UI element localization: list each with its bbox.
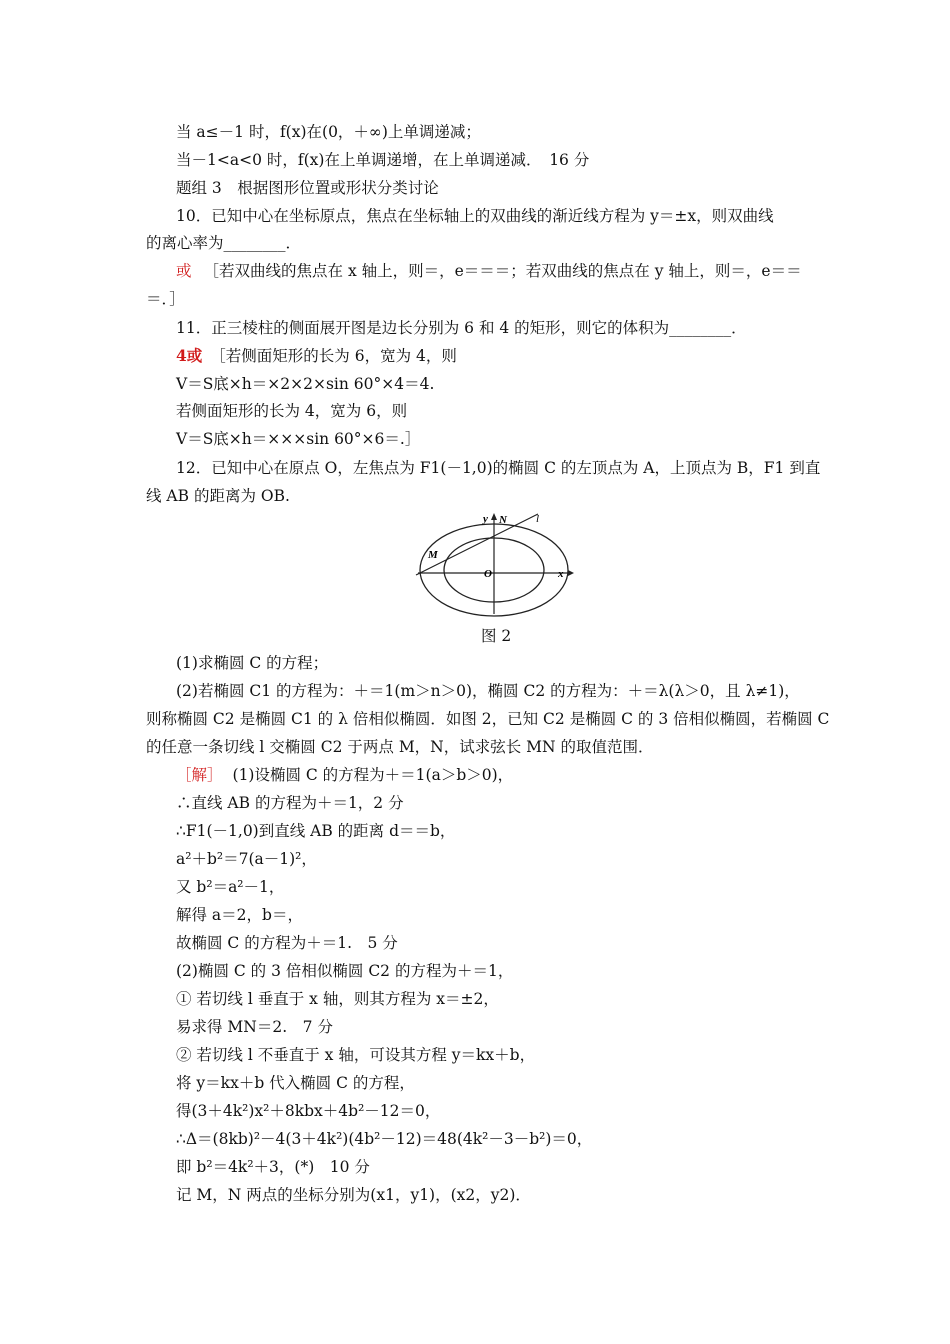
x-axis-arrow <box>568 570 574 576</box>
text-line: (1)设椭圆 C 的方程为＋＝1(a＞b＞0)， <box>232 766 514 784</box>
text-line: 若侧面矩形的长为 4，宽为 6，则 <box>176 402 408 420</box>
y-axis-arrow <box>491 513 497 520</box>
text-line: 解得 a＝2，b＝， <box>176 906 303 924</box>
label-y: y <box>483 513 488 525</box>
text-line: 的离心率为________． <box>146 234 302 252</box>
text-line: 即 b²＝4k²＋3，(*) 10 分 <box>176 1158 370 1176</box>
text-line: ［若侧面矩形的长为 6，宽为 4，则 <box>210 347 457 365</box>
label-l: l <box>536 513 540 525</box>
solution-label: ［解］ <box>176 766 223 784</box>
text-line: (2)若椭圆 C1 的方程为：＋＝1(m＞n＞0)，椭圆 C2 的方程为：＋＝λ(λ＞0，且 λ≠1)， <box>176 682 800 700</box>
text-line: a²＋b²＝7(a－1)²， <box>176 850 317 868</box>
text-line: V＝S底×h＝×××sin 60°×6＝.］ <box>176 430 421 448</box>
question-12: 12．已知中心在原点 O，左焦点为 F1(－1,0)的椭圆 C 的左顶点为 A，上顶点为 B，F1 到直 <box>176 459 821 477</box>
text-line: ① 若切线 l 垂直于 x 轴，则其方程为 x＝±2， <box>176 990 499 1008</box>
answer-label: 4或 <box>176 346 203 365</box>
answer-label: 或 <box>176 262 192 280</box>
text-line: 故椭圆 C 的方程为＋＝1. 5 分 <box>176 934 398 952</box>
text-line: (2)椭圆 C 的 3 倍相似椭圆 C2 的方程为＋＝1， <box>176 962 514 980</box>
label-m: M <box>428 549 438 561</box>
question-10: 10．已知中心在坐标原点，焦点在坐标轴上的双曲线的渐近线方程为 y＝±x，则双曲线 <box>176 207 774 225</box>
text-line: ∴F1(－1,0)到直线 AB 的距离 d＝＝b， <box>176 822 456 840</box>
text-line: 得(3＋4k²)x²＋8kbx＋4b²－12＝0， <box>176 1102 441 1120</box>
label-n: N <box>499 514 507 526</box>
text-line: 的任意一条切线 l 交椭圆 C2 于两点 M，N，试求弦长 MN 的取值范围． <box>146 738 654 756</box>
text-line: 易求得 MN＝2. 7 分 <box>176 1018 333 1036</box>
text-line: ② 若切线 l 不垂直于 x 轴，可设其方程 y＝kx＋b， <box>176 1046 536 1064</box>
text-line: 则称椭圆 C2 是椭圆 C1 的 λ 倍相似椭圆．如图 2，已知 C2 是椭圆 C 的 3 倍相似椭圆，若椭圆 C <box>146 710 830 728</box>
text-line: 又 b²＝a²－1， <box>176 878 285 896</box>
label-o: O <box>484 568 492 580</box>
section-heading: 题组 3 根据图形位置或形状分类讨论 <box>176 179 439 197</box>
text-line: ∴Δ＝(8kb)²－4(3＋4k²)(4b²－12)＝48(4k²－3－b²)＝0， <box>176 1130 593 1148</box>
figure-caption: 图 2 <box>481 627 512 645</box>
text-line: 当 a≤－1 时，f(x)在(0，＋∞)上单调递减； <box>176 123 481 141</box>
question-11: 11．正三棱柱的侧面展开图是边长分别为 6 和 4 的矩形，则它的体积为________． <box>176 319 747 337</box>
text-line: 当－1<a<0 时，f(x)在上单调递增，在上单调递减． 16 分 <box>176 151 590 169</box>
tangent-line-l <box>416 514 538 575</box>
text-line: V＝S底×h＝×2×2×sin 60°×4＝4. <box>176 375 435 393</box>
label-x: x <box>558 568 564 580</box>
text-line: ＝．］ <box>146 290 185 308</box>
text-line: 将 y＝kx＋b 代入椭圆 C 的方程， <box>176 1074 415 1092</box>
text-line: 线 AB 的距离为 OB. <box>146 487 290 505</box>
text-line: ∴直线 AB 的方程为＋＝1，2 分 <box>176 794 404 812</box>
text-line: 记 M，N 两点的坐标分别为(x1，y1)，(x2，y2)． <box>176 1186 531 1204</box>
ellipse-figure <box>410 508 580 618</box>
text-line: (1)求椭圆 C 的方程； <box>176 654 329 672</box>
text-line: ［若双曲线的焦点在 x 轴上，则＝，e＝＝＝；若双曲线的焦点在 y 轴上，则＝，e＝＝ <box>203 262 802 280</box>
